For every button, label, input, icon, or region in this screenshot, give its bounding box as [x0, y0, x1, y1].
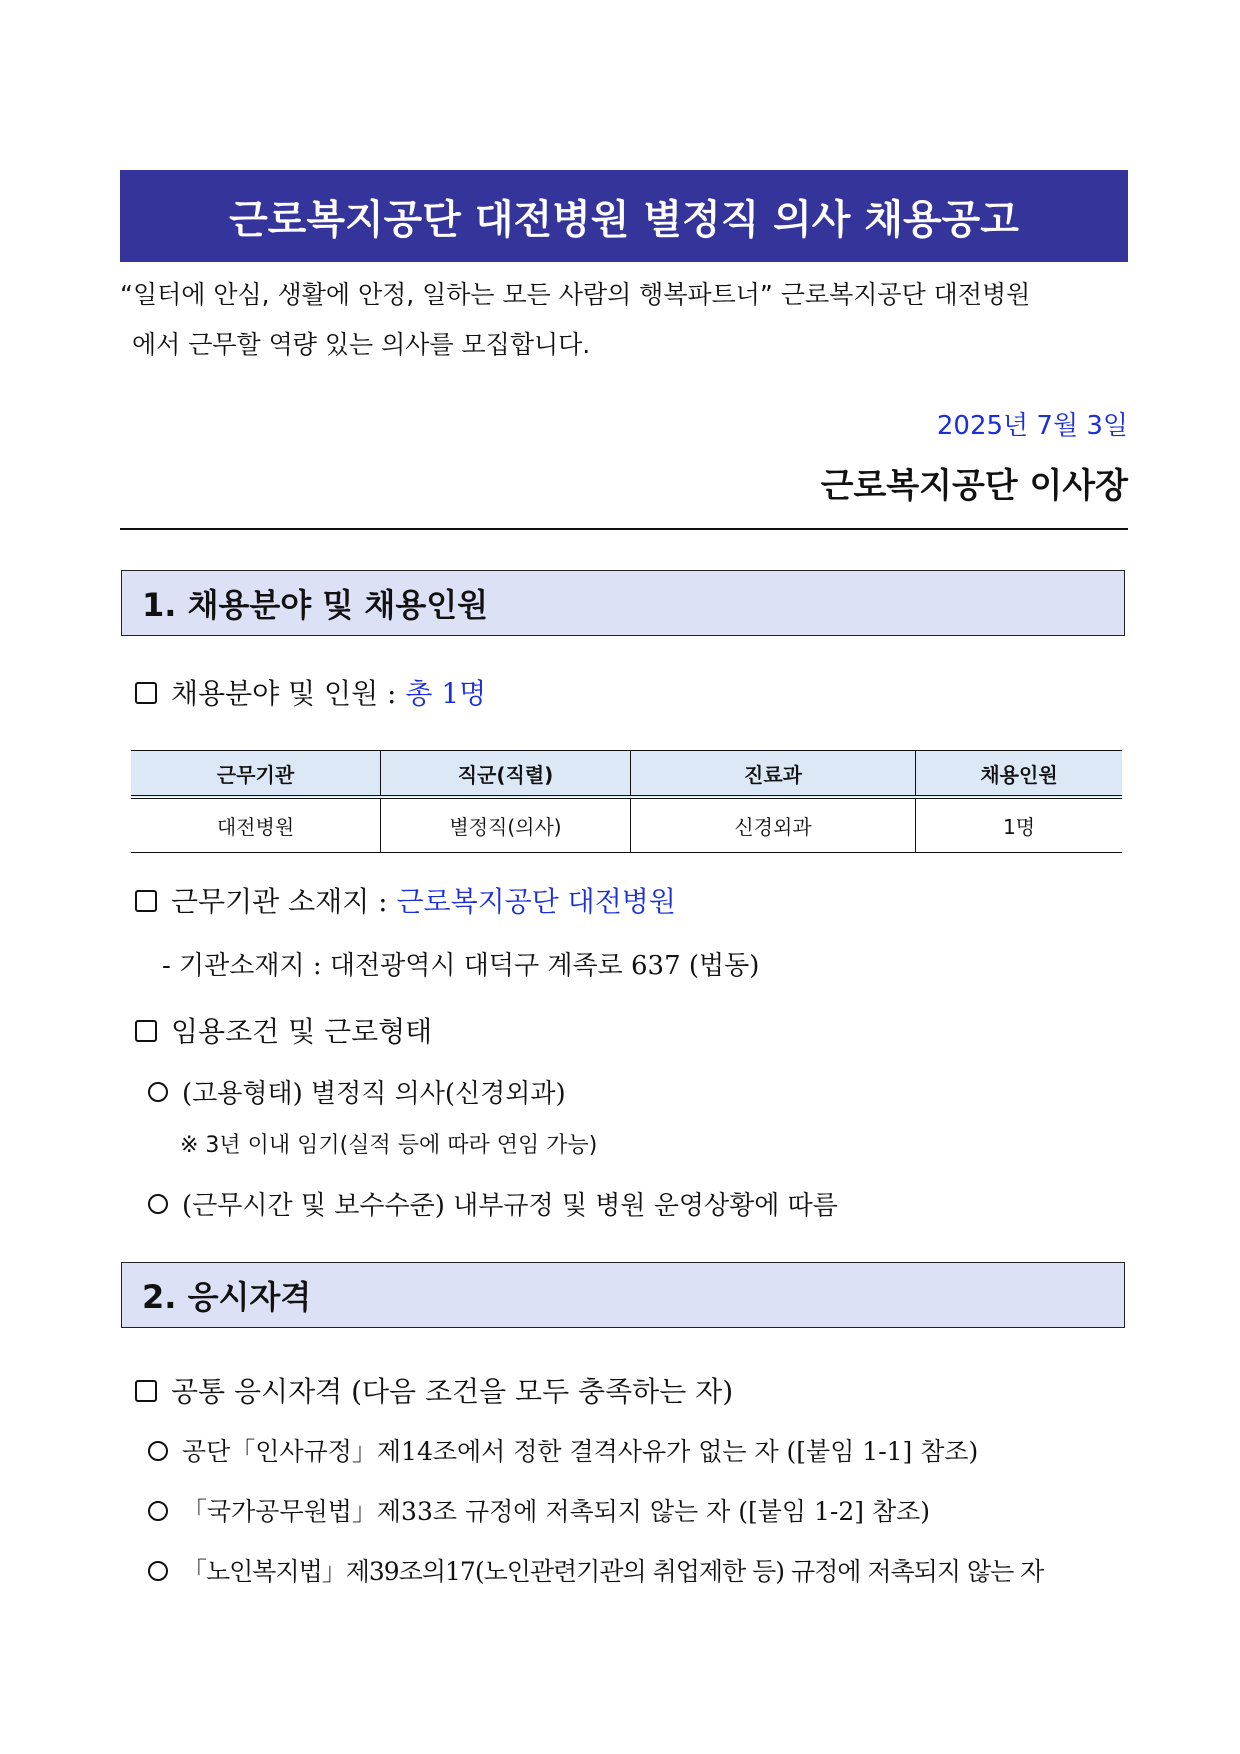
table-cell: 신경외과: [631, 797, 916, 853]
location-label: 근무기관 소재지 :: [171, 885, 397, 918]
table-header: 채용인원: [916, 751, 1123, 798]
conditions-line: [135, 1010, 432, 1050]
intro-line-1: “일터에 안심, 생활에 안정, 일하는 모든 사람의 행복파트너” 근로복지공단 대전병원: [120, 280, 1031, 309]
employment-type: (고용형태) 별정직 의사(신경외과): [182, 1079, 566, 1109]
square-bullet-icon: [135, 1380, 157, 1402]
employment-type-line: [148, 1073, 566, 1110]
common-qualification-label: 공통 응시자격 (다음 조건을 모두 충족하는 자): [171, 1375, 734, 1408]
common-qualification-line: [135, 1370, 733, 1410]
square-bullet-icon: [135, 682, 157, 704]
term-note: ※ 3년 이내 임기(실적 등에 따라 연임 가능): [180, 1133, 598, 1158]
location-value: 근로복지공단 대전병원: [396, 885, 676, 918]
qualification-item: [148, 1492, 930, 1528]
intro-line-2: 에서 근무할 역량 있는 의사를 모집합니다.: [132, 330, 591, 359]
section-1-heading-box: [121, 570, 1125, 636]
hours-pay-line: [148, 1185, 838, 1222]
circle-bullet-icon: [148, 1441, 168, 1461]
circle-bullet-icon: [148, 1194, 168, 1214]
table-header: 직군(직렬): [381, 751, 631, 798]
section-2-heading-box: [121, 1262, 1125, 1328]
section-1-heading: 1. 채용분야 및 채용인원: [142, 586, 489, 624]
section-2-heading: 2. 응시자격: [142, 1278, 312, 1316]
table-cell: 별정직(의사): [381, 797, 631, 853]
table-cell: 대전병원: [131, 797, 381, 853]
square-bullet-icon: [135, 1020, 157, 1042]
table-header: 근무기관: [131, 751, 381, 798]
qualification-item-text: 「노인복지법」제39조의17(노인관련기관의 취업제한 등) 규정에 저촉되지 않는 자: [182, 1557, 1044, 1586]
intro-paragraph: [120, 270, 1130, 370]
square-bullet-icon: [135, 890, 157, 912]
table-header: 진료과: [631, 751, 916, 798]
recruit-field-line: [135, 672, 486, 712]
divider: [120, 528, 1128, 530]
address-line: - 기관소재지 : 대전광역시 대덕구 계족로 637 (법동): [162, 951, 760, 981]
page-title: 근로복지공단 대전병원 별정직 의사 채용공고: [229, 196, 1019, 243]
title-banner: [120, 170, 1128, 262]
table-row: [131, 797, 1122, 853]
location-line: [135, 880, 676, 920]
recruit-field-label: 채용분야 및 인원 :: [171, 677, 406, 710]
qualification-item-text: 「국가공무원법」제33조 규정에 저촉되지 않는 자 ([붙임 1-2] 참조): [182, 1497, 931, 1526]
recruit-table: [131, 750, 1122, 853]
qualification-item: [148, 1552, 1043, 1588]
table-header-row: [131, 751, 1122, 798]
circle-bullet-icon: [148, 1082, 168, 1102]
qualification-item: [148, 1432, 978, 1468]
announcement-date: 2025년 7월 3일: [936, 411, 1128, 441]
table-cell: 1명: [916, 797, 1123, 853]
circle-bullet-icon: [148, 1561, 168, 1581]
issuer: 근로복지공단 이사장: [820, 466, 1128, 506]
conditions-label: 임용조건 및 근로형태: [171, 1015, 433, 1048]
hours-pay: (근무시간 및 보수수준) 내부규정 및 병원 운영상황에 따름: [182, 1191, 838, 1221]
recruit-field-value: 총 1명: [405, 677, 487, 710]
qualification-item-text: 공단「인사규정」제14조에서 정한 결격사유가 없는 자 ([붙임 1-1] 참조): [182, 1437, 979, 1466]
circle-bullet-icon: [148, 1501, 168, 1521]
